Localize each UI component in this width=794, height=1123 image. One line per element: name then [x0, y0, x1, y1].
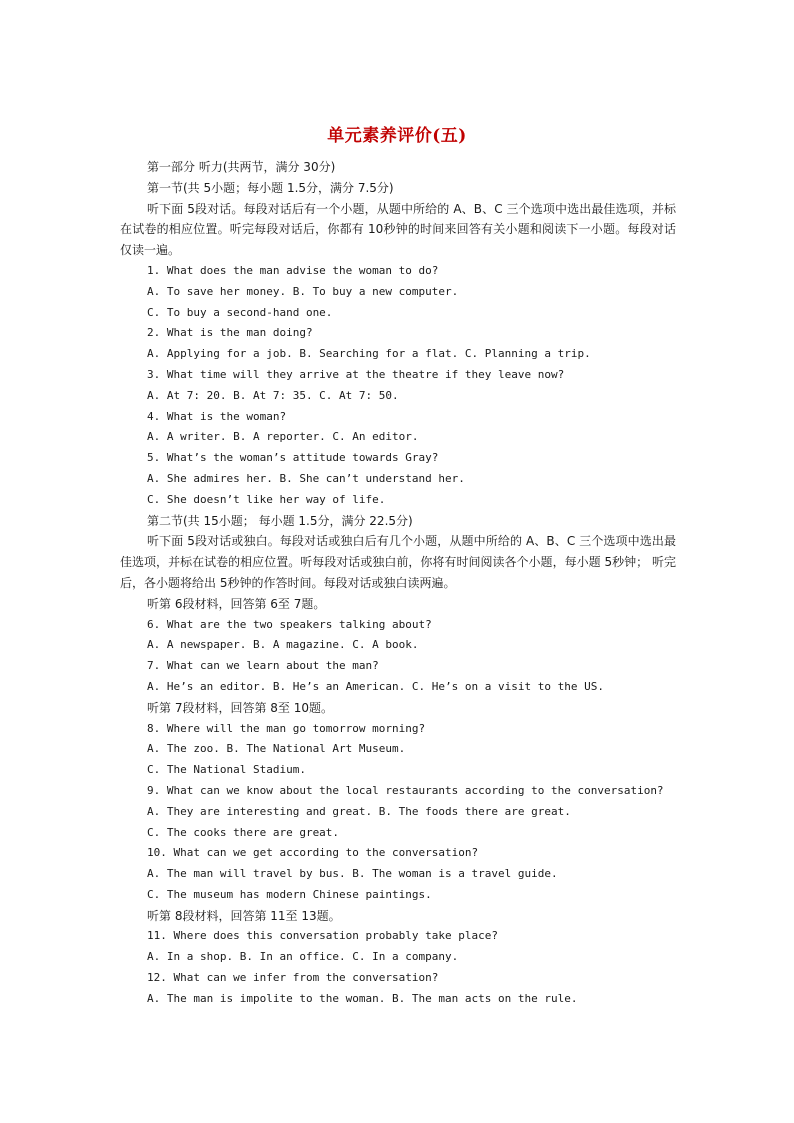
- question-5-option-c: C. She doesn’t like her way of life.: [147, 492, 386, 506]
- question-12: 12. What can we infer from the conversation?: [147, 971, 439, 985]
- question-5-options-ab: A. She admires her. B. She can’t understand her.: [147, 471, 465, 485]
- page-title: 单元素养评价(五): [327, 126, 467, 146]
- question-9-option-c: C. The cooks there are great.: [147, 825, 340, 839]
- material-8-heading: 听第 8段材料，回答第 11至 13题。: [147, 908, 341, 923]
- question-9: 9. What can we know about the local restaurants according to the conversation?: [147, 783, 664, 797]
- question-10-option-c: C. The museum has modern Chinese paintings.: [147, 887, 432, 901]
- question-9-options-ab: A. They are interesting and great. B. The foods there are great.: [147, 804, 571, 818]
- question-11-options: A. In a shop. B. In an office. C. In a company.: [147, 950, 459, 964]
- question-3: 3. What time will they arrive at the theatre if they leave now?: [147, 367, 565, 381]
- question-7-options: A. He’s an editor. B. He’s an American. C. He’s on a visit to the US.: [147, 679, 604, 693]
- part1-heading: 第一部分 听力(共两节，满分 30分): [147, 160, 336, 174]
- question-8: 8. Where will the man go tomorrow morning?: [147, 721, 426, 735]
- question-10-options-ab: A. The man will travel by bus. B. The woman is a travel guide.: [147, 867, 558, 881]
- section1-instructions: 听下面 5段对话。每段对话后有一个小题，从题中所给的 A、B、C 三个选项中选出最佳选项，并标在试卷的相应位置。听完每段对话后，你都有 10秒钟的时间来回答有关小题和阅读下一小题。每段对话仅读一遍。: [120, 201, 676, 258]
- question-10: 10. What can we get according to the conversation?: [147, 846, 479, 860]
- material-7-heading: 听第 7段材料，回答第 8至 10题。: [147, 700, 333, 715]
- question-1-options-ab: A. To save her money. B. To buy a new computer.: [147, 284, 459, 298]
- question-2-options: A. Applying for a job. B. Searching for a flat. C. Planning a trip.: [147, 347, 591, 361]
- question-6-options: A. A newspaper. B. A magazine. C. A book.: [147, 638, 419, 652]
- question-2: 2. What is the man doing?: [147, 326, 313, 340]
- question-3-options: A. At 7: 20. B. At 7: 35. C. At 7: 50.: [147, 388, 399, 402]
- question-5: 5. What’s the woman’s attitude towards Gray?: [147, 451, 439, 465]
- question-4: 4. What is the woman?: [147, 409, 287, 423]
- section2-instructions: 听下面 5段对话或独白。每段对话或独白后有几个小题，从题中所给的 A、B、C 三个选项中选出最佳选项，并标在试卷的相应位置。听每段对话或独白前，你将有时间阅读各个小题，每小题 5秒钟； 听完后，各小题将给出 5秒钟的作答时间。每段对话或独白读两遍。: [120, 534, 676, 590]
- question-4-options: A. A writer. B. A reporter. C. An editor.: [147, 430, 419, 444]
- question-6: 6. What are the two speakers talking about?: [147, 617, 432, 631]
- question-1-option-c: C. To buy a second-hand one.: [147, 305, 333, 319]
- question-12-options-ab: A. The man is impolite to the woman. B. The man acts on the rule.: [147, 991, 578, 1005]
- question-8-options-ab: A. The zoo. B. The National Art Museum.: [147, 742, 406, 756]
- exam-content: [120, 157, 676, 1010]
- question-11: 11. Where does this conversation probably take place?: [147, 929, 498, 943]
- material-6-heading: 听第 6段材料，回答第 6至 7题。: [147, 596, 326, 611]
- section1-heading: 第一节(共 5小题；每小题 1.5分，满分 7.5分): [147, 180, 394, 195]
- question-8-option-c: C. The National Stadium.: [147, 763, 306, 777]
- question-1: 1. What does the man advise the woman to do?: [147, 263, 439, 277]
- question-7: 7. What can we learn about the man?: [147, 659, 379, 673]
- section2-heading: 第二节(共 15小题； 每小题 1.5分，满分 22.5分): [147, 513, 413, 528]
